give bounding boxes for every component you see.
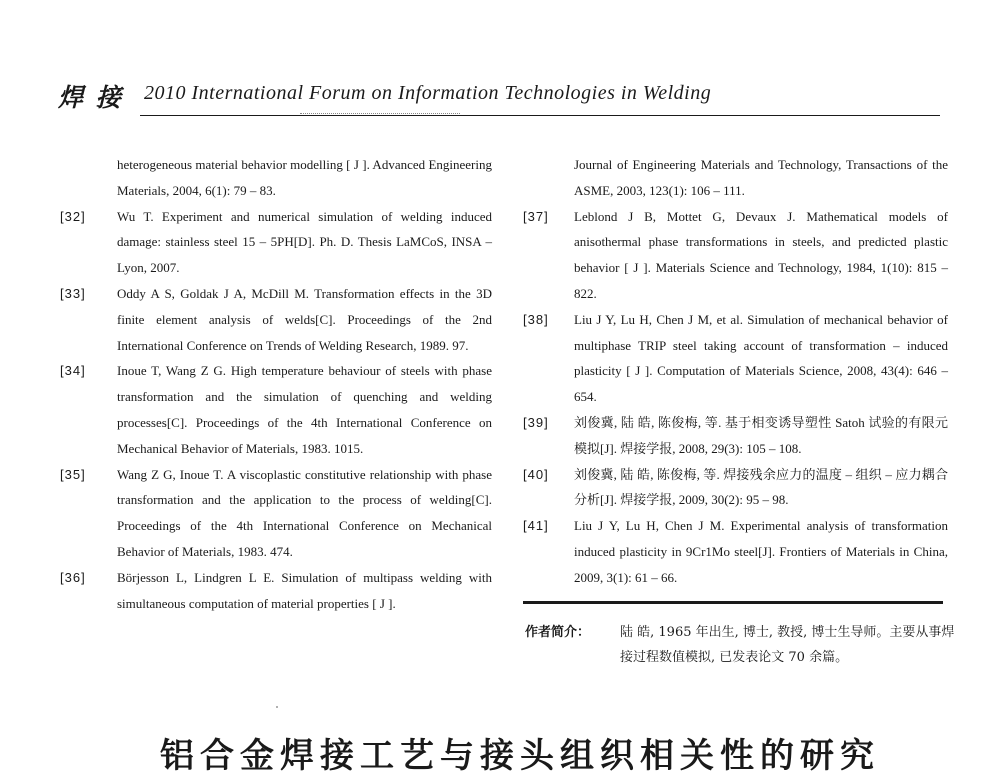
references-right-column (523, 152, 948, 591)
reference-item (523, 410, 948, 462)
author-intro-text: 陆 皓, 1965 年出生, 博士, 教授, 博士生导师。主要从事焊接过程数值模拟, 已发表论文 70 余篇。 (620, 625, 955, 665)
reference-number: [38] (523, 311, 549, 327)
reference-item (523, 204, 948, 307)
reference-text: Journal of Engineering Materials and Technology, Transactions of the ASME, 2003, 123(1): 106 – 111. (574, 157, 948, 198)
reference-number: [33] (60, 285, 86, 301)
author-intro-label: 作者简介： (525, 625, 591, 640)
reference-item (60, 152, 492, 204)
stray-dot (276, 706, 278, 708)
reference-number: [37] (523, 208, 549, 224)
reference-item (60, 204, 492, 281)
reference-number: [41] (523, 518, 549, 534)
reference-item (523, 307, 948, 410)
reference-text: Inoue T, Wang Z G. High temperature behaviour of steels with phase transformation and the simulation of quenching and welding processes[C]. Proceedings of the 4th International Conference on Mechanical Behavior of Materials, 1983. 1015. (117, 363, 492, 456)
reference-number: [32] (60, 208, 86, 224)
reference-item (60, 565, 492, 617)
reference-item (523, 513, 948, 590)
reference-text: Wu T. Experiment and numerical simulation of welding induced damage: stainless steel 15 – 5PH[D]. Ph. D. Thesis LaMCoS, INSA – Lyon, 2007. (117, 208, 492, 276)
reference-number: [40] (523, 466, 549, 482)
reference-number: [34] (60, 363, 86, 379)
running-header (58, 78, 938, 112)
reference-text: heterogeneous material behavior modelling [ J ]. Advanced Engineering Materials, 2004, 6(1): 79 – 83. (117, 157, 492, 198)
journal-logo: 焊 接 (58, 83, 123, 112)
reference-text: 刘俊冀, 陆 皓, 陈俊梅, 等. 焊接残余应力的温度 – 组织 – 应力耦合分析[J]. 焊接学报, 2009, 30(2): 95 – 98. (574, 466, 948, 508)
reference-item (60, 358, 492, 461)
reference-number: [36] (60, 569, 86, 585)
reference-item (60, 462, 492, 565)
reference-text: Börjesson L, Lindgren L E. Simulation of multipass welding with simultaneous computation of material properties [ J ]. (117, 569, 492, 611)
header-decorative-rule (300, 113, 460, 114)
header-rule (140, 115, 940, 116)
reference-item (523, 152, 948, 204)
reference-text: Oddy A S, Goldak J A, McDill M. Transformation effects in the 3D finite element analysis of welds[C]. Proceedings of the 2nd International Conference on Trends of Welding Research, 1989. 97. (117, 285, 492, 353)
reference-item (523, 462, 948, 514)
author-introduction (525, 620, 955, 670)
reference-text: Wang Z G, Inoue T. A viscoplastic constitutive relationship with phase transformation and the application to the process of welding[C]. Proceedings of the 4th International Conference on Mechanical Behavior of Materials, 1983. 474. (117, 466, 492, 559)
reference-text: Leblond J B, Mottet G, Devaux J. Mathematical models of anisothermal phase transformations in steels, and predicted plastic behavior [ J ]. Materials Science and Technology, 1984, 1(10): 815 – 822. (574, 208, 948, 301)
next-article-title: 铝合金焊接工艺与接头组织相关性的研究 (160, 736, 880, 776)
reference-text: Liu J Y, Lu H, Chen J M. Experimental analysis of transformation induced plasticity in 9Cr1Mo steel[J]. Frontiers of Materials in China, 2009, 3(1): 61 – 66. (574, 518, 948, 585)
reference-text: 刘俊冀, 陆 皓, 陈俊梅, 等. 基于相变诱导塑性 Satoh 试验的有限元模拟[J]. 焊接学报, 2008, 29(3): 105 – 108. (574, 414, 948, 456)
running-header-title: 2010 International Forum on Information Technologies in Welding (144, 82, 712, 104)
references-left-column (60, 152, 492, 616)
reference-text: Liu J Y, Lu H, Chen J M, et al. Simulation of mechanical behavior of multiphase TRIP steel taking account of transformation – induced plasticity [ J ]. Computation of Materials Science, 2008, 43(4): 646 – 654. (574, 311, 948, 405)
reference-item (60, 281, 492, 358)
author-divider (523, 601, 943, 604)
reference-number: [35] (60, 466, 86, 482)
reference-number: [39] (523, 414, 549, 430)
